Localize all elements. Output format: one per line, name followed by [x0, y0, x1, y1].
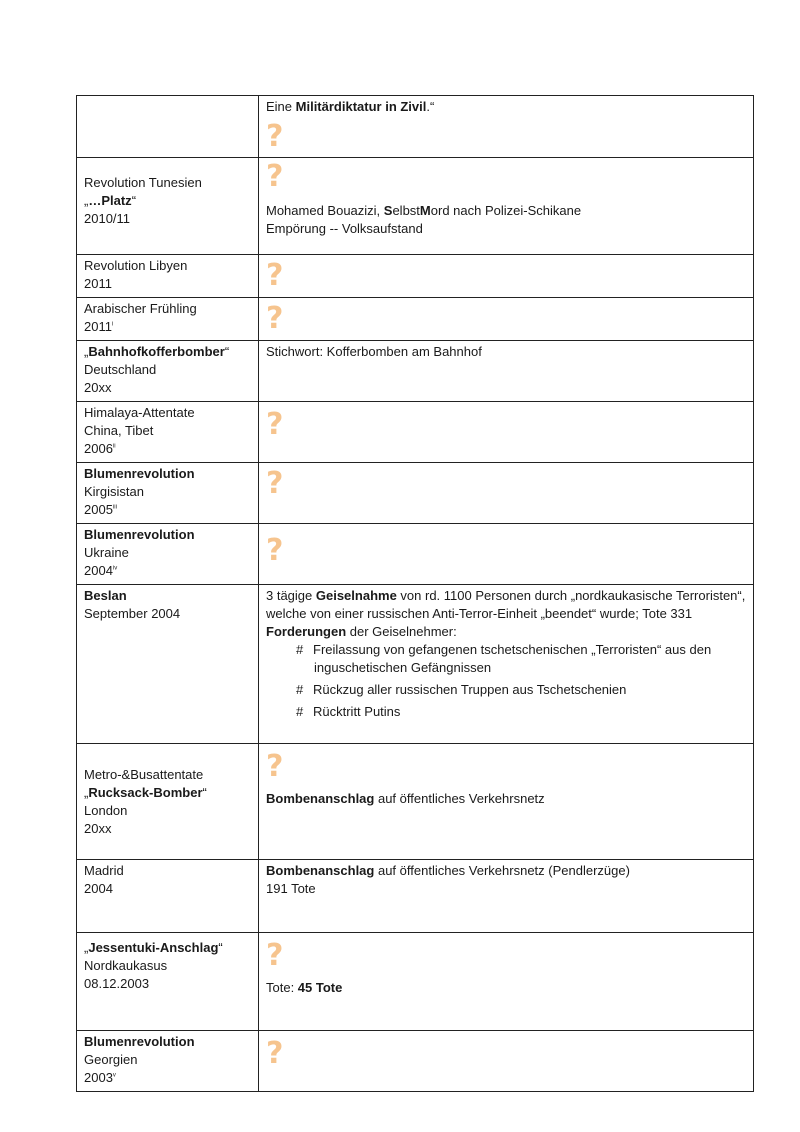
event-title: Blumenrevolution: [84, 466, 195, 481]
event-cell-empty: [77, 96, 259, 158]
description-cell: [259, 255, 754, 298]
description-cell: [259, 96, 754, 158]
question-mark-icon: ?: [266, 533, 284, 568]
description-cell: [259, 341, 754, 402]
footnote-marker: i: [111, 321, 114, 328]
table-row: [77, 96, 754, 158]
footnote-marker: v: [112, 1072, 116, 1079]
description-cell: [259, 463, 754, 524]
event-cell: [77, 341, 259, 402]
event-title: Revolution Libyen: [84, 258, 188, 273]
list-item: # Rückzug aller russischen Truppen aus Tschetschenien: [296, 682, 627, 697]
event-name: „…Platz“: [84, 193, 137, 208]
description-cell: [259, 402, 754, 463]
table-row: [77, 402, 754, 463]
list-item: # Rücktritt Putins: [296, 704, 401, 719]
description-line: Tote: 45 Tote: [266, 980, 343, 995]
description-cell: [259, 524, 754, 585]
event-country: Georgien: [84, 1052, 138, 1067]
footnote-marker: ii: [112, 443, 116, 450]
table-row: [77, 463, 754, 524]
event-country: Kirgisistan: [84, 484, 144, 499]
table-row: [77, 585, 754, 744]
description-line: Empörung -- Volksaufstand: [266, 221, 423, 236]
question-mark-icon: ?: [266, 159, 284, 194]
event-title: Himalaya-Attentate: [84, 405, 195, 420]
event-year: 2006$^{ii}$: [84, 441, 116, 456]
event-date: September 2004: [84, 606, 181, 621]
question-mark-icon: ?: [266, 301, 284, 336]
event-name: „Jessentuki-Anschlag“: [84, 940, 223, 955]
footnote-marker: iii: [112, 504, 117, 511]
text-bold: Militärdiktatur in Zivil: [295, 99, 427, 114]
table-row: [77, 1031, 754, 1092]
event-name: „Rucksack-Bomber“: [84, 785, 207, 800]
event-year: 20xx: [84, 380, 112, 395]
event-title: Blumenrevolution: [84, 527, 195, 542]
description-cell: [259, 585, 754, 744]
event-year: 20xx: [84, 821, 112, 836]
description-line: Stichwort: Kofferbomben am Bahnhof: [266, 344, 482, 359]
event-year: 2011$^i$: [84, 319, 114, 334]
description-cell: [259, 860, 754, 933]
question-mark-icon: ?: [266, 407, 284, 442]
event-cell: [77, 585, 259, 744]
footnote-marker: iv: [112, 565, 118, 572]
event-country: Deutschland: [84, 362, 157, 377]
question-mark-icon: ?: [266, 466, 284, 501]
event-cell: [77, 933, 259, 1031]
description-line: Bombenanschlag auf öffentliches Verkehrsnetz: [266, 791, 545, 806]
table-row: [77, 860, 754, 933]
question-mark-icon: ?: [266, 119, 284, 154]
event-country: China, Tibet: [84, 423, 154, 438]
event-cell: [77, 1031, 259, 1092]
hash-bullet-icon: #: [296, 682, 304, 697]
text: .“: [426, 99, 435, 114]
event-cell: [77, 158, 259, 255]
event-title: Beslan: [84, 588, 127, 603]
event-cell: [77, 744, 259, 860]
event-cell: [77, 860, 259, 933]
event-title: Metro-&Busattentate: [84, 767, 204, 782]
event-region: Nordkaukasus: [84, 958, 168, 973]
description-line: Forderungen der Geiselnehmer:: [266, 624, 457, 639]
event-city: London: [84, 803, 128, 818]
text: Eine: [266, 99, 296, 114]
table-row: [77, 933, 754, 1031]
event-country: Ukraine: [84, 545, 129, 560]
event-cell: [77, 402, 259, 463]
event-title: Blumenrevolution: [84, 1034, 195, 1049]
demands-list: [266, 641, 746, 721]
table-row: [77, 298, 754, 341]
event-name: „Bahnhofkofferbomber“: [84, 344, 230, 359]
hash-bullet-icon: #: [296, 704, 304, 719]
event-year: 2004: [84, 881, 113, 896]
event-year: 2011: [84, 276, 112, 291]
question-mark-icon: ?: [266, 749, 284, 784]
table-row: [77, 158, 754, 255]
description-cell: [259, 298, 754, 341]
description-cell: [259, 1031, 754, 1092]
event-title: Revolution Tunesien: [84, 175, 202, 190]
event-year: 2003$^v$: [84, 1070, 116, 1085]
description-cell: [259, 933, 754, 1031]
event-year: 2005$^{iii}$: [84, 502, 117, 517]
event-date: 08.12.2003: [84, 976, 150, 991]
description-cell: [259, 744, 754, 860]
event-year: 2010/11: [84, 211, 131, 226]
question-mark-icon: ?: [266, 938, 284, 973]
event-cell: [77, 524, 259, 585]
description-line: Mohamed Bouazizi, SelbstMord nach Polizei-Schikane: [266, 203, 582, 218]
question-mark-icon: ?: [266, 1036, 284, 1071]
table-row: [77, 524, 754, 585]
table-row: [77, 341, 754, 402]
event-title: Madrid: [84, 863, 124, 878]
event-cell: [77, 255, 259, 298]
table-row: [77, 744, 754, 860]
description-paragraph: 3 tägige Geiselnahme von rd. 1100 Personen durch „nordkaukasische Terroristen“, welche von einer russischen Anti-Terror-Einheit „beendet“ wurde; Tote 331: [266, 588, 746, 621]
description-line: Bombenanschlag auf öffentliches Verkehrsnetz (Pendlerzüge): [266, 863, 630, 878]
event-cell: [77, 463, 259, 524]
description-line: 191 Tote: [266, 881, 316, 896]
event-cell: [77, 298, 259, 341]
table-row: [77, 255, 754, 298]
event-year: 2004$^{iv}$: [84, 563, 118, 578]
event-table: [76, 95, 754, 1092]
list-item: # Freilassung von gefangenen tschetschenischen „Terroristen“ aus den inguschetischen Gefängnissen: [296, 642, 712, 675]
description-cell: [259, 158, 754, 255]
question-mark-icon: ?: [266, 258, 284, 293]
event-title: Arabischer Frühling: [84, 301, 197, 316]
hash-bullet-icon: #: [296, 642, 304, 657]
